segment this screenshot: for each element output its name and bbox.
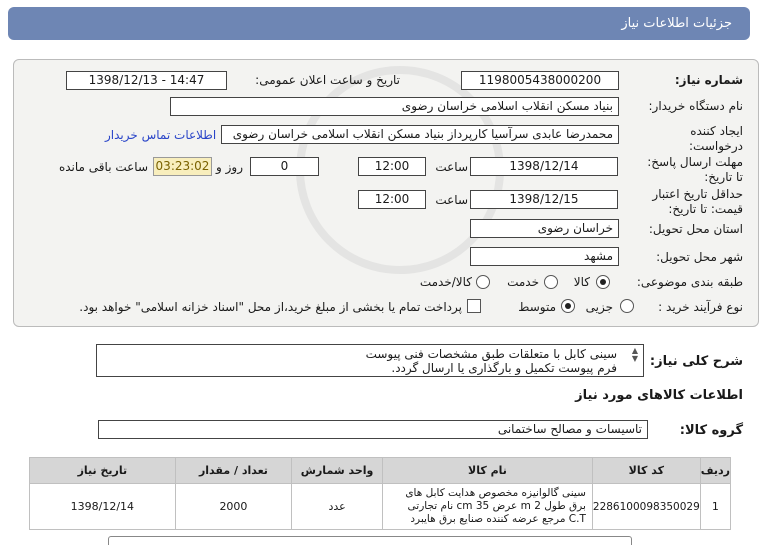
cell-name: سینی گالوانیزه مخصوص هدایت کابل های برق طول 2 m عرض 35 cm نام تجارتی C.T مرجع عرضه کننده صنایع برق هایبرد xyxy=(383,484,593,530)
category-goods-radio[interactable] xyxy=(596,275,610,289)
reply-deadline-label: مهلت ارسال پاسخ: تا تاریخ: xyxy=(647,155,743,184)
remaining-label: ساعت باقی مانده xyxy=(58,160,148,174)
need-number-label: شماره نیاز: xyxy=(674,73,743,87)
price-validity-label: حداقل تاریخ اعتبار قیمت: تا تاریخ: xyxy=(652,187,743,216)
description-scroll-arrows[interactable]: ▲ ▼ xyxy=(631,346,639,363)
cell-date: 1398/12/14 xyxy=(30,484,176,530)
page-header: جزئیات اطلاعات نیاز xyxy=(8,7,750,40)
col-unit: واحد شمارش xyxy=(292,458,383,484)
price-time-label: ساعت xyxy=(435,193,468,207)
reply-time-label: ساعت xyxy=(435,160,468,174)
goods-table xyxy=(29,457,731,530)
purchase-type-label: نوع فرآیند خرید : xyxy=(658,300,743,314)
category-service-label: خدمت xyxy=(507,275,539,289)
cell-qty: 2000 xyxy=(175,484,291,530)
cell-index: 1 xyxy=(700,484,730,530)
table-row xyxy=(30,484,731,530)
goods-group-label: گروه کالا: xyxy=(679,423,743,438)
col-qty: تعداد / مقدار xyxy=(175,458,291,484)
city-label: شهر محل تحویل: xyxy=(656,250,743,264)
col-date: تاریخ نیاز xyxy=(30,458,176,484)
description-line-2: فرم پیوست تکمیل و بارگذاری یا ارسال گردد. xyxy=(391,361,617,375)
treasury-payment-note: پرداخت تمام یا بخشی از مبلغ خرید،از محل "اسناد خزانه اسلامی" خواهد بود. xyxy=(79,300,462,314)
description-label: شرح کلی نیاز: xyxy=(649,354,743,369)
purchase-medium-radio[interactable] xyxy=(561,299,575,313)
category-goods-label: کالا xyxy=(573,275,590,289)
purchase-medium-label: متوسط xyxy=(518,300,556,314)
col-name: نام کالا xyxy=(383,458,593,484)
announce-field: 1398/12/13 - 14:47 xyxy=(66,71,227,90)
goods-group-field: تاسیسات و مصالح ساختمانی xyxy=(98,420,648,439)
category-goods-service-radio[interactable] xyxy=(476,275,490,289)
province-field: خراسان رضوی xyxy=(470,219,619,238)
creator-label: ایجاد کننده درخواست: xyxy=(689,124,743,153)
buyer-contact-link[interactable]: اطلاعات تماس خریدار xyxy=(105,128,217,142)
reply-time-field: 12:00 xyxy=(358,157,426,176)
announce-label: تاریخ و ساعت اعلان عمومی: xyxy=(255,73,400,87)
col-code: کد کالا xyxy=(592,458,700,484)
category-label: طبقه بندی موضوعی: xyxy=(636,275,743,289)
days-field: 0 xyxy=(250,157,319,176)
buyer-org-label: نام دستگاه خریدار: xyxy=(648,99,743,113)
price-date-field: 1398/12/15 xyxy=(470,190,618,209)
cell-code: 2286100098350029 xyxy=(592,484,700,530)
reply-date-field: 1398/12/14 xyxy=(470,157,618,176)
description-line-1: سینی کابل با متعلقات طبق مشخصات فنی پیوست xyxy=(365,347,617,361)
purchase-minor-radio[interactable] xyxy=(620,299,634,313)
bottom-panel xyxy=(108,536,632,545)
cell-unit: عدد xyxy=(292,484,383,530)
need-number-field: 1198005438000200 xyxy=(461,71,619,90)
description-textarea[interactable] xyxy=(96,344,644,377)
buyer-org-field: بنیاد مسکن انقلاب اسلامی خراسان رضوی xyxy=(170,97,619,116)
category-goods-service-label: کالا/خدمت xyxy=(419,275,472,289)
category-service-radio[interactable] xyxy=(544,275,558,289)
creator-field: محمدرضا عابدی سرآسیا کارپرداز بنیاد مسکن انقلاب اسلامی خراسان رضوی xyxy=(221,125,619,144)
province-label: استان محل تحویل: xyxy=(648,222,743,236)
treasury-payment-checkbox[interactable] xyxy=(467,299,481,313)
price-time-field: 12:00 xyxy=(358,190,426,209)
purchase-minor-label: جزیی xyxy=(585,300,613,314)
goods-section-title: اطلاعات کالاهای مورد نیاز xyxy=(575,388,743,403)
days-label: روز و xyxy=(216,160,243,174)
city-field: مشهد xyxy=(470,247,619,266)
col-index: ردیف xyxy=(700,458,730,484)
countdown-timer: 03:23:02 xyxy=(153,157,212,176)
